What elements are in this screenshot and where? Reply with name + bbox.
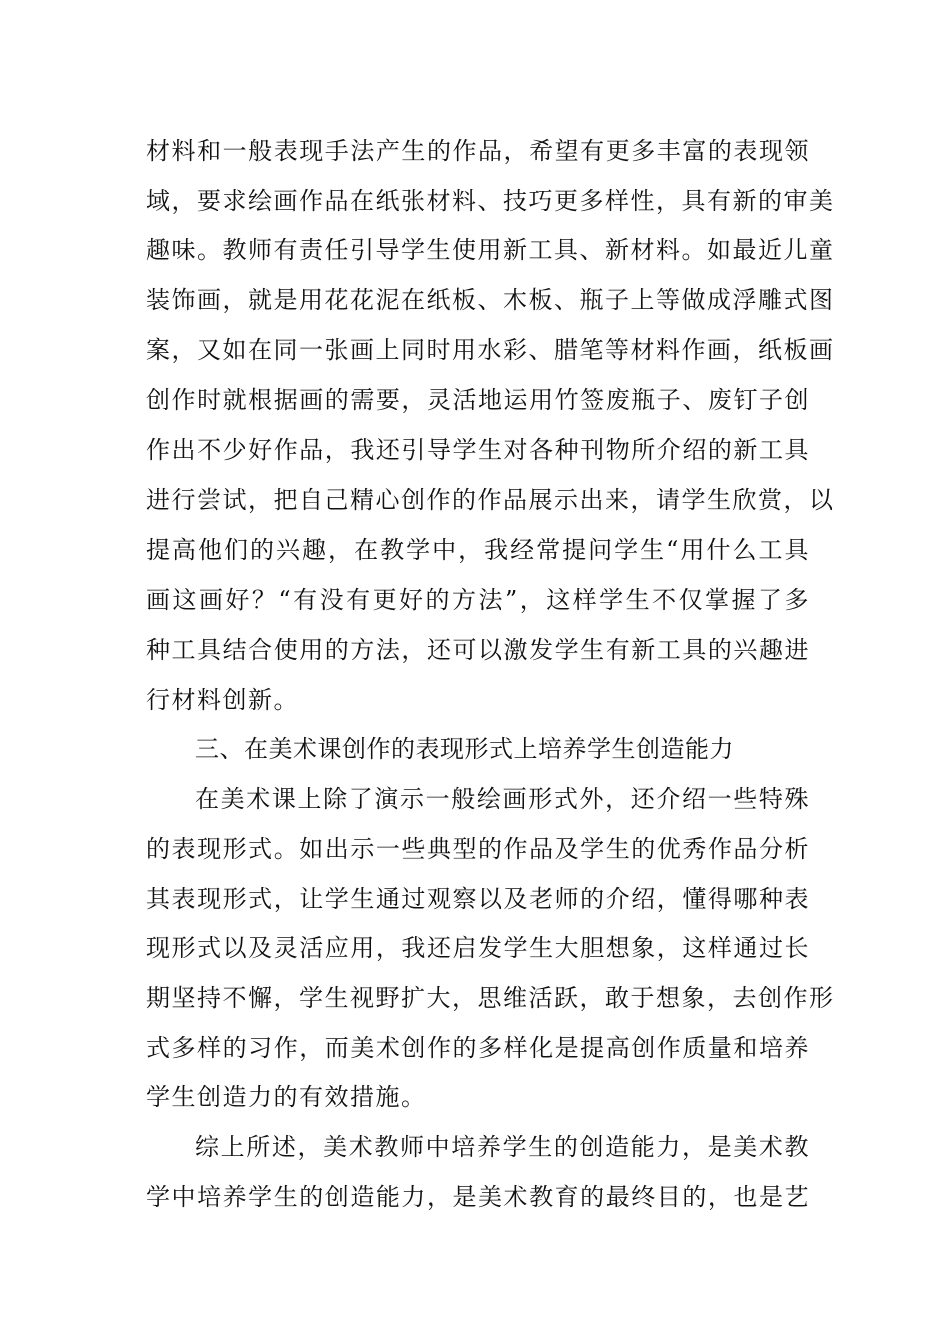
body-text-line: 在美术课上除了演示一般绘画形式外，还介绍一些特殊 (195, 785, 810, 813)
body-text-line: 综上所述，美术教师中培养学生的创造能力，是美术教 (195, 1133, 810, 1161)
body-text-line: 装饰画，就是用花花泥在纸板、木板、瓶子上等做成浮雕式图 (146, 286, 835, 314)
body-text-line: 现形式以及灵活应用，我还启发学生大胆想象，这样通过长 (146, 934, 810, 962)
body-text-line: 学中培养学生的创造能力，是美术教育的最终目的，也是艺 (146, 1183, 810, 1211)
body-text-line: 域，要求绘画作品在纸张材料、技巧更多样性，具有新的审美 (146, 187, 835, 215)
body-text-line: 式多样的习作，而美术创作的多样化是提高创作质量和培养 (146, 1034, 810, 1062)
body-text-line: 行材料创新。 (146, 686, 299, 714)
body-text-line: 期坚持不懈，学生视野扩大，思维活跃，敢于想象，去创作形 (146, 984, 835, 1012)
section-heading: 三、在美术课创作的表现形式上培养学生创造能力 (195, 735, 734, 763)
body-text-line: 趣味。教师有责任引导学生使用新工具、新材料。如最近儿童 (146, 236, 835, 264)
body-text-line: 案，又如在同一张画上同时用水彩、腊笔等材料作画，纸板画 (146, 336, 835, 364)
body-text-line: 进行尝试，把自己精心创作的作品展示出来，请学生欣赏，以 (146, 486, 835, 514)
body-text-line: 其表现形式，让学生通过观察以及老师的介绍，懂得哪种表 (146, 885, 810, 913)
body-text-line: 画这画好？“有没有更好的方法”，这样学生不仅掌握了多 (146, 586, 810, 614)
body-text-line: 创作时就根据画的需要，灵活地运用竹签废瓶子、废钉子创 (146, 386, 810, 414)
body-text-line: 的表现形式。如出示一些典型的作品及学生的优秀作品分析 (146, 835, 810, 863)
body-text-line: 种工具结合使用的方法，还可以激发学生有新工具的兴趣进 (146, 636, 810, 664)
body-text-line: 提高他们的兴趣，在教学中，我经常提问学生“用什么工具 (146, 536, 810, 564)
body-text-line: 作出不少好作品，我还引导学生对各种刊物所介绍的新工具 (146, 436, 810, 464)
body-text-line: 学生创造力的有效措施。 (146, 1083, 427, 1111)
body-text-line: 材料和一般表现手法产生的作品，希望有更多丰富的表现领 (146, 137, 810, 165)
